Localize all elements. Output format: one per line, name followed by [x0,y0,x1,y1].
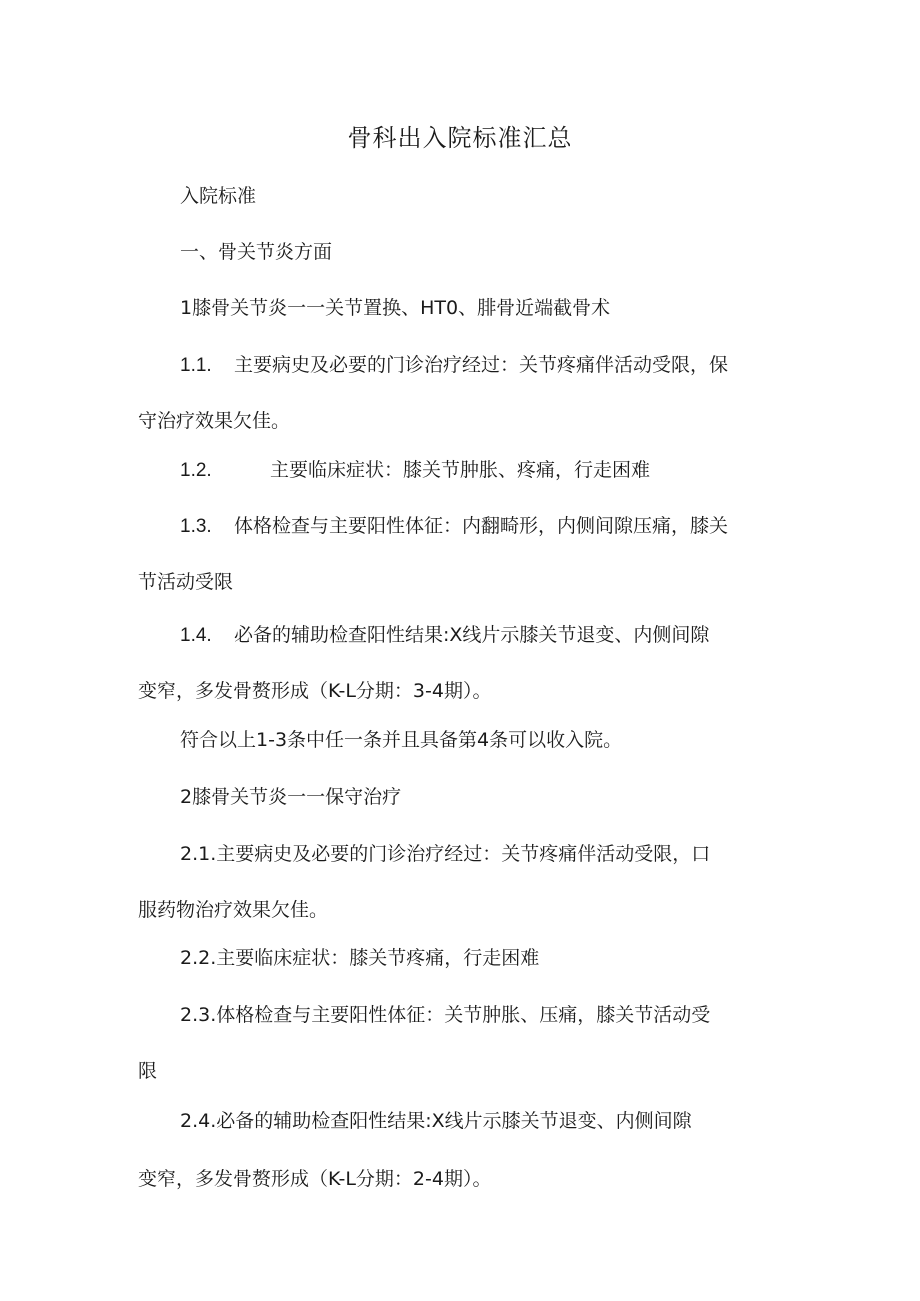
item-1-2-paragraph [138,442,788,498]
item-1-heading: 1膝骨关节炎一一关节置换、HT0、腓骨近端截骨术 [180,297,611,319]
subsection-heading-osteoarthritis: 一、骨关节炎方面 [180,241,333,263]
admission-criteria-note: 符合以上1-3条中任一条并且具备第4条可以收入院。 [180,729,623,751]
item-1-1-paragraph [138,337,788,449]
item-2-heading: 2膝骨关节炎一一保守治疗 [180,786,402,808]
item-1-4-paragraph [138,607,788,719]
item-1-2-line-1: 主要临床症状：膝关节肿胀、疼痛，行走困难 [270,459,651,481]
item-2-1-line-1: 2.1.主要病史及必要的门诊治疗经过：关节疼痛伴活动受限，口 [180,843,711,865]
item-2-4-line-1: 2.4.必备的辅助检查阳性结果:X线片示膝关节退变、内侧间隙 [180,1110,692,1132]
item-2-1-line-2: 服药物治疗效果欠佳。 [138,899,329,921]
item-1-1-line-2: 守治疗效果欠佳。 [138,410,291,432]
item-2-3-paragraph [138,987,788,1099]
item-1-4-line-2: 变窄，多发骨赘形成（K-L分期：3-4期）。 [138,680,492,702]
item-1-2-number: 1.2. [180,460,212,481]
item-2-4-line-2: 变窄，多发骨赘形成（K-L分期：2-4期）。 [138,1168,492,1190]
item-1-3-line-1: 体格检查与主要阳性体征：内翻畸形，内侧间隙压痛，膝关 [234,515,729,537]
item-1-1-line-1: 主要病史及必要的门诊治疗经过：关节疼痛伴活动受限，保 [234,354,729,376]
item-2-2-line-1: 2.2.主要临床症状：膝关节疼痛，行走困难 [180,947,540,969]
section-heading-admission: 入院标准 [180,185,257,207]
item-2-4-paragraph [138,1093,788,1207]
item-1-3-paragraph [138,498,788,610]
item-2-1-paragraph [138,826,788,938]
item-1-1-number: 1.1. [180,355,212,376]
item-2-2-paragraph [138,930,788,986]
item-1-3-line-2: 节活动受限 [138,571,234,593]
item-1-4-line-1: 必备的辅助检查阳性结果:X线片示膝关节退变、内侧间隙 [234,624,710,646]
item-2-3-line-1: 2.3.体格检查与主要阳性体征：关节肿胀、压痛，膝关节活动受 [180,1004,711,1026]
item-1-4-number: 1.4. [180,625,212,646]
document-title: 骨科出入院标准汇总 [347,124,573,152]
item-2-3-line-2: 限 [138,1060,158,1082]
item-1-3-number: 1.3. [180,516,212,537]
